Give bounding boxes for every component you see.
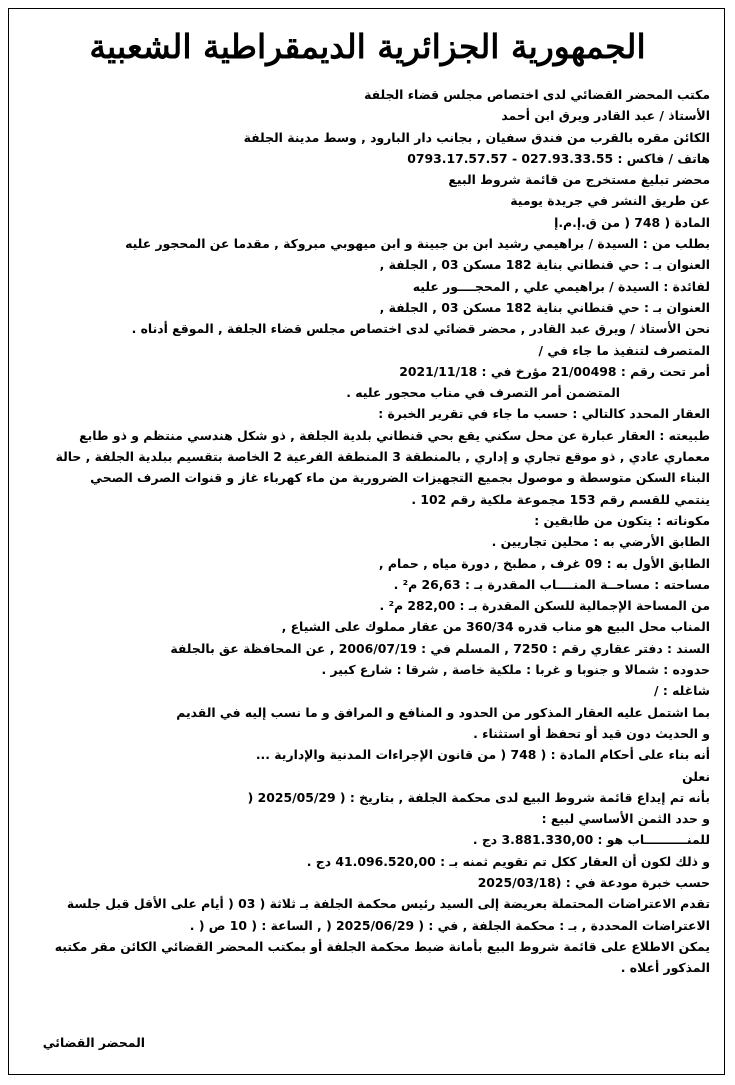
share-price: للمنــــــــــاب هو : 3.881.330,00 دج . (472, 832, 710, 848)
order-content: المتضمن أمر التصرف في مناب محجور عليه . (346, 385, 620, 401)
filing-date: بأنه تم إيداع قائمة شروط البيع لدى محكمة الجلفة , بتاريخ : ( 2025/05/29 ( (247, 789, 710, 805)
property-section: ينتمي للقسم رقم 153 مجموعة ملكية رقم 102 . (411, 491, 710, 507)
phone-fax: هاتف / فاكس : 027.93.33.55 - 0793.17.57.57 (407, 150, 710, 166)
expertise-date: حسب خبرة مودعة في : (2025/03/18 (477, 874, 710, 890)
objections-1: تقدم الاعتراضات المحتملة بعريضة إلى السيد رئيس محكمة الجلفة بـ ثلاثة ( 03 ( أيام على الأقل قبل جلسة (66, 896, 710, 912)
objections-2: الاعتراضات المحددة , بـ : محكمة الجلفة , في : ( 2025/06/29 ( , الساعة : ( 10 ص ( . (189, 917, 710, 933)
requester: بطلب من : السيدة / براهيمي رشيد ابن بن جبينة و ابن ميهوبي مبروكة , مقدما عن المحجور عليه (125, 236, 710, 252)
property-nature-1: طبيعته : العقار عبارة عن محل سكني يقع بحي قنطاني بلدية الجلفة , ذو شكل هندسي منتظم و ذو طابع (79, 427, 710, 443)
order-reference: أمر تحت رقم : 21/00498 مؤرخ في : 2021/11/18 (399, 363, 710, 379)
execution-line: المتصرف لتنفيذ ما جاء في / (538, 342, 710, 358)
share-description: المناب محل البيع هو مناب قدره 360/34 من عقار مملوك على الشياع , (281, 619, 710, 635)
inclusions-1: بما اشتمل عليه العقار المذكور من الحدود و المنافع و المرافق و ما نسب إليه في القديم (176, 704, 710, 720)
property-heading: العقار المحدد كالتالي : حسب ما جاء في تقرير الخبرة : (378, 406, 710, 422)
share-area: مساحته : مساحــة المنــــاب المقدرة بـ : 26,63 م² . (393, 576, 710, 592)
beneficiary: لفائدة : السيدة / براهيمي علي , المحجــــور عليه (412, 278, 710, 294)
ground-floor: الطابق الأرضي به : محلين تجاريين . (491, 534, 710, 550)
office-address: الكائن مقره بالقرب من فندق سفيان , بجانب دار البارود , وسط مدينة الجلفة (243, 129, 710, 145)
total-area: من المساحة الإجمالية للسكن المقدرة بـ : 282,00 م² . (379, 598, 710, 614)
property-nature-2: معماري عادي , ذو موقع تجاري و إداري , بالمنطقة 3 المنطقة الفرعية 2 الخاصة بتقسيم ببلدية الجلفة , حالة (55, 449, 710, 465)
base-price-heading: و حدد الثمن الأساسي لبيع : (541, 811, 710, 827)
legal-article: المادة ( 748 ( من ق.إ.م.إ (554, 214, 710, 230)
beneficiary-address: العنوان بـ : حي قنطاني بناية 182 مسكن 03 , الجلفة , (379, 299, 710, 315)
boundaries: حدوده : شمالا و جنوبا و غربا : ملكية خاصة , شرقا : شارع كبير . (321, 662, 710, 678)
announce-heading: نعلن (682, 768, 710, 784)
occupant: شاغله : / (654, 683, 710, 699)
notice-subject: محضر تبليغ مستخرج من قائمة شروط البيع (448, 172, 710, 188)
total-valuation: و ذلك لكون أن العقار ككل تم تقويم ثمنه بـ : 41.096.520,00 دج . (306, 853, 710, 869)
consultation-1: يمكن الاطلاع على قائمة شروط البيع بأمانة ضبط محكمة الجلفة أو بمكتب المحضر القضائي الكائن مقر مكتبه (54, 938, 710, 954)
notice-body (18, 84, 710, 978)
first-floor: الطابق الأول به : 09 غرف , مطبخ , دورة مياه , حمام , (378, 555, 710, 571)
property-nature-3: البناء السكن متوسطة و موصول بجميع التجهيزات الضرورية من ماء كهرباء غاز و قنوات الصرف الصحي (90, 470, 710, 486)
consultation-2: المذكور أعلاه . (620, 960, 710, 976)
bailiff-statement: نحن الأستاذ / ويرق عبد القادر , محضر قضائي لدى اختصاص مجلس قضاء الجلفة , الموقع أدناه . (131, 321, 710, 337)
page-title: الجمهورية الجزائرية الديمقراطية الشعبية (89, 27, 646, 66)
requester-address: العنوان بـ : حي قنطاني بناية 182 مسكن 03 , الجلفة , (379, 257, 710, 273)
title-deed: السند : دفتر عقاري رقم : 7250 , المسلم في : 2006/07/19 , عن المحافظة عق بالجلفة (170, 640, 710, 656)
components-heading: مكوناته : يتكون من طابقين : (534, 512, 710, 528)
bailiff-name: الأستاذ / عبد القادر ويرق ابن أحمد (501, 108, 710, 124)
legal-basis: أنه بناء على أحكام المادة : ( 748 ( من قانون الإجراءات المدنية والإدارية ... (255, 747, 710, 763)
inclusions-2: و الحديث دون قيد أو تحفظ أو استثناء . (473, 725, 710, 741)
signature-label: المحضر القضائي (42, 1035, 145, 1050)
publication-method: عن طريق النشر في جريدة يومية (510, 193, 710, 209)
office-line: مكتب المحضر القضائي لدى اختصاص مجلس قضاء الجلفة (364, 87, 710, 102)
